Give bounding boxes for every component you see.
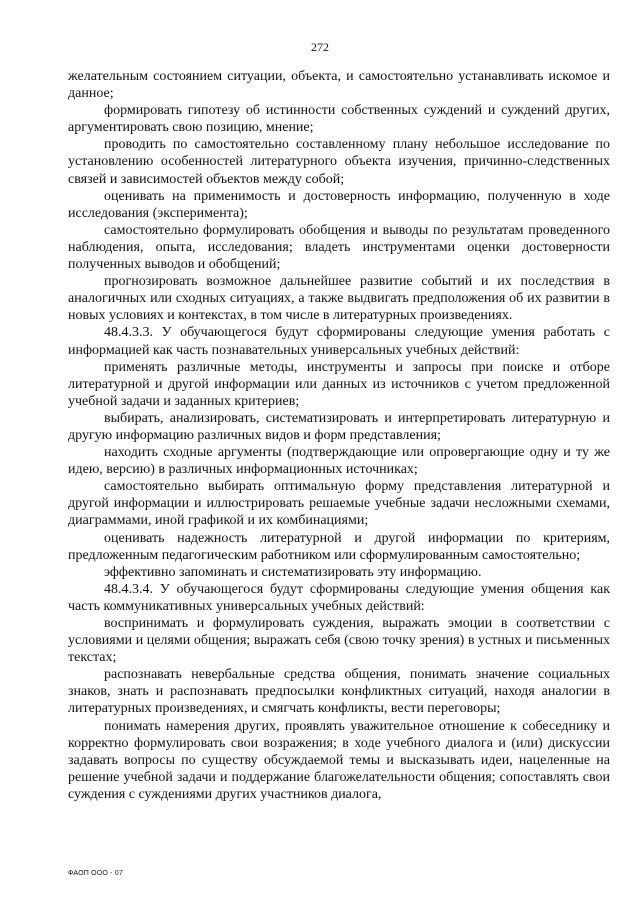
paragraph: понимать намерения других, проявлять уважительное отношение к собеседнику и корректно формулировать свои возражения; в ходе учебного диалога и (или) дискуссии задавать вопросы по существу обсуждаемой темы и высказывать идеи, нацеленные на решение учебной задачи и поддержание благожелательности общения; сопоставлять свои суждения с суждениями других участников диалога, xyxy=(68,718,610,802)
paragraph: формировать гипотезу об истинности собственных суждений и суждений других, аргументировать свою позицию, мнение; xyxy=(68,103,610,136)
paragraph: эффективно запоминать и систематизировать эту информацию. xyxy=(104,564,482,580)
document-body xyxy=(68,68,610,803)
paragraph: выбирать, анализировать, систематизировать и интерпретировать литературную и другую информацию различных видов и форм представления; xyxy=(68,410,610,443)
section-heading-paragraph: 48.4.3.3. У обучающегося будут сформированы следующие умения работать с информацией как часть познавательных универсальных учебных действий: xyxy=(68,325,610,358)
paragraph: самостоятельно формулировать обобщения и выводы по результатам проведенного наблюдения, опыта, исследования; владеть инструментами оценки достоверности полученных выводов и обобщений; xyxy=(68,222,610,273)
section-heading-paragraph: 48.4.3.4. У обучающегося будут сформированы следующие умения общения как часть коммуникативных универсальных учебных действий: xyxy=(68,581,610,614)
footer-label: ФАОП ООО - 07 xyxy=(68,870,124,877)
paragraph: оценивать надежность литературной и другой информации по критериям, предложенным педагогическим работником или сформулированным самостоятельно; xyxy=(68,530,610,563)
paragraph: применять различные методы, инструменты и запросы при поиске и отборе литературной и другой информации или данных из источников с учетом предложенной учебной задачи и заданных критериев; xyxy=(68,359,610,409)
paragraph: самостоятельно выбирать оптимальную форму представления литературной и другой информации и иллюстрировать решаемые учебные задачи несложными схемами, диаграммами, иной графикой и их комбинациями; xyxy=(68,479,610,529)
paragraph: прогнозировать возможное дальнейшее развитие событий и их последствия в аналогичных или сходных ситуациях, а также выдвигать предположения об их развитии в новых условиях и контекстах, в том числе в литературных произведениях. xyxy=(68,274,610,324)
page-number: 272 xyxy=(311,40,329,54)
paragraph: воспринимать и формулировать суждения, выражать эмоции в соответствии с условиями и целями общения; выражать себя (свою точку зрения) в устных и письменных текстах; xyxy=(68,616,610,666)
paragraph: оценивать на применимость и достоверность информацию, полученную в ходе исследования (эксперимента); xyxy=(68,188,610,221)
paragraph: проводить по самостоятельно составленному плану небольшое исследование по установлению особенностей литературного объекта изучения, причинно-следственных связей и зависимостей объектов между собой; xyxy=(68,137,610,187)
paragraph: находить сходные аргументы (подтверждающие или опровергающие одну и ту же идею, версию) в различных информационных источниках; xyxy=(68,445,610,478)
paragraph: желательным состоянием ситуации, объекта, и самостоятельно устанавливать искомое и данное; xyxy=(68,69,610,102)
paragraph: распознавать невербальные средства общения, понимать значение социальных знаков, знать и распознавать предпосылки конфликтных ситуаций, находя аналогии в литературных произведениях, и смягчать конфликты, вести переговоры; xyxy=(68,667,610,717)
